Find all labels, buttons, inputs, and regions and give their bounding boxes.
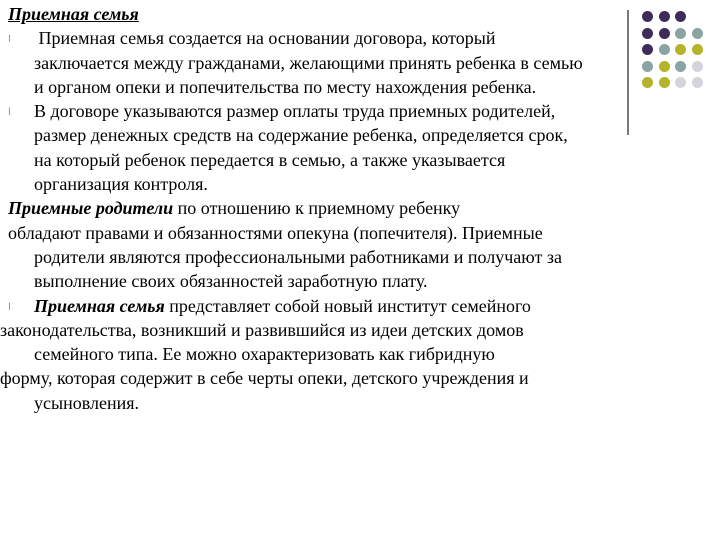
- p4-line-4: [0, 366, 684, 390]
- p1-line-2: [8, 51, 684, 75]
- decor-dot: [692, 44, 703, 55]
- p1-text-2: заключается между гражданами, желающими принять ребенка в семью: [34, 52, 583, 73]
- decor-dot: [692, 61, 703, 72]
- p1-text-3: и органом опеки и попечительства по месту нахождения ребенка.: [34, 76, 537, 97]
- p3-line-4: [8, 269, 684, 293]
- p3-line-1: [8, 196, 684, 220]
- p2-text-3: на который ребенок передается в семью, а также указывается: [34, 149, 506, 170]
- p4-line-1: [8, 294, 684, 318]
- p2-text-2: размер денежных средств на содержание ребенка, определяется срок,: [34, 125, 568, 146]
- p3-text-2: обладают правами и обязанностями опекуна (попечителя). Приемные: [8, 222, 543, 243]
- p2-line-1: [8, 99, 684, 123]
- p4-text-3: семейного типа. Ее можно охарактеризовать как гибридную: [34, 344, 495, 365]
- p3-line-2: [8, 221, 684, 245]
- p4-line-2: [0, 318, 684, 342]
- p2-line-2: [8, 123, 684, 147]
- heading-line: [8, 2, 684, 26]
- p3-first-rest: по отношению к приемному ребенку: [173, 198, 461, 219]
- p3-text-3: родители являются профессиональными работниками и получают за: [34, 246, 562, 267]
- p4-term: Приемная семья: [34, 295, 165, 316]
- bullet-icon: l: [8, 34, 11, 46]
- decor-dot: [692, 77, 703, 88]
- p4-text-2: законодательства, возникший и развившийся из идеи детских домов: [0, 319, 524, 340]
- p1-line-3: [8, 75, 684, 99]
- p3-line-3: [8, 245, 684, 269]
- p4-text-4: форму, которая содержит в себе черты опеки, детского учреждения и: [0, 368, 529, 389]
- slide-content: [0, 2, 684, 415]
- p4-line-5: [8, 391, 684, 415]
- slide-heading: Приемная семья: [8, 4, 139, 24]
- p4-line-3: [8, 342, 684, 366]
- p3-term: Приемные родители: [8, 198, 174, 219]
- p2-text-4: организация контроля.: [34, 174, 208, 195]
- bullet-icon: l: [8, 107, 11, 119]
- p2-line-3: [8, 148, 684, 172]
- decor-dot: [692, 28, 703, 39]
- p2-text-1: В договоре указываются размер оплаты труда приемных родителей,: [34, 101, 556, 122]
- p1-line-1: [8, 26, 684, 50]
- p4-first-rest: представляет собой новый институт семейного: [164, 295, 531, 316]
- bullet-icon: l: [8, 301, 11, 313]
- p1-text-1: Приемная семья создается на основании договора, который: [34, 28, 496, 49]
- p2-line-4: [8, 172, 684, 196]
- p3-text-4: выполнение своих обязанностей заработную плату.: [34, 271, 428, 292]
- p4-text-5: усыновления.: [34, 392, 139, 413]
